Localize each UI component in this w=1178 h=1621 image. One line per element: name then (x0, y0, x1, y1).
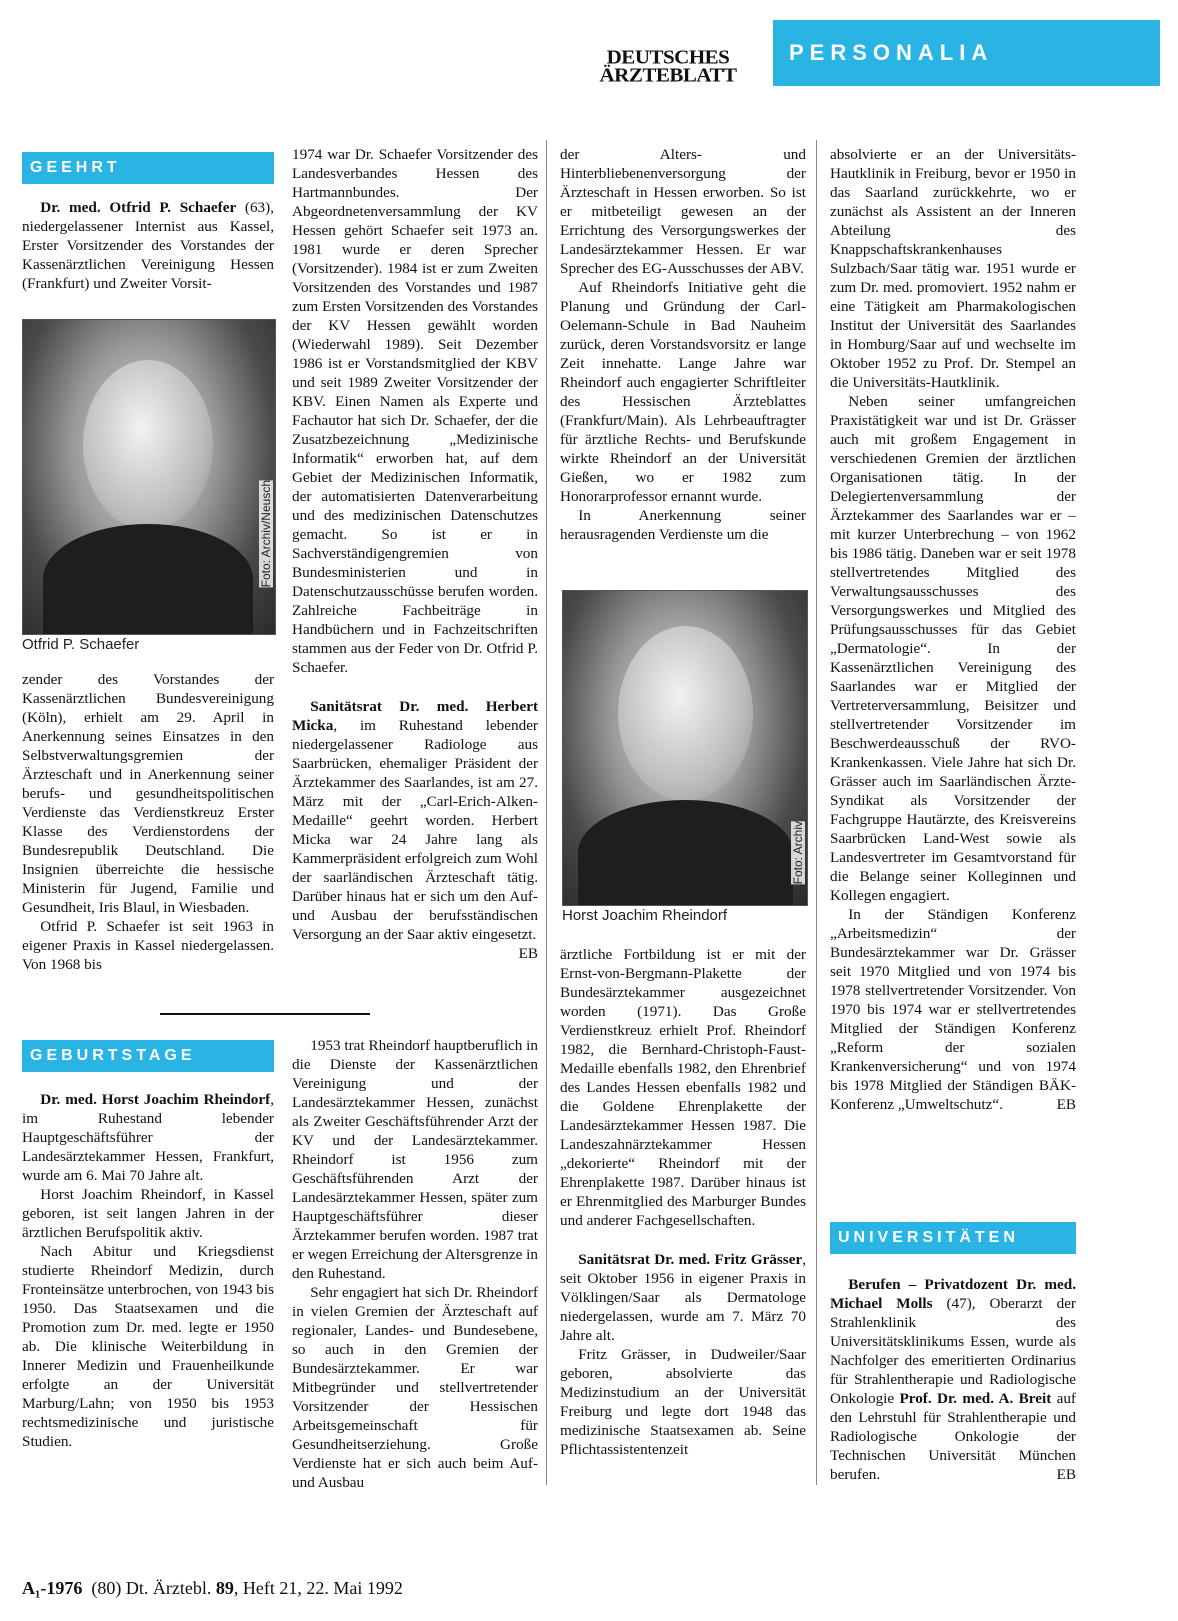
footer-issue: , Heft 21, 22. Mai 1992 (233, 1578, 403, 1598)
masthead-line1: DEUTSCHES (606, 45, 730, 69)
name-molls: Berufen – Privatdozent Dr. med. Michael Molls (830, 1276, 1076, 1312)
text-rheindorf-4: 1953 trat Rheindorf hauptberuflich in die Dienste der Kassenärztlichen Vereinigung und der Landesärztekammer Hessen, zunächst als Zweiter Geschäftsführender Arzt der KV und der Landesärztekammer. Rheindorf ist 1956 zum Geschäftsführenden Arzt der Landesärztekammer Hessen, später zum Hauptgeschäftsführer dieser Ärztekammer berufen worden. 1987 trat er wegen Erreichung der Altersgrenze in den Ruhestand. (292, 1037, 538, 1282)
masthead-line2: ÄRZTEBLATT (599, 63, 737, 87)
footer-journal: (80) Dt. Ärztebl. (91, 1578, 216, 1598)
text-schaefer-2: zender des Vorstandes der Kassenärztlichen Bundesvereinigung (Köln), erhielt am 29. April in Anerkennung seines Einsatzes in den Selbstverwaltungsgremien der Ärzteschaft und in Anerkennung seiner berufs- und gesundheitspolitischen Verdienste das Verdienstkreuz Erster Klasse des Verdienstordens der Bundesrepublik Deutschland. Die Insignien überreichte die hessische Ministerin für Jugend, Familie und Gesundheit, Iris Blaul, in Wiesbaden. (22, 671, 274, 916)
divider-rule (160, 1013, 370, 1015)
text-rheindorf-1: , im Ruhestand lebender Hauptgeschäftsführer der Landesärztekammer Hessen, Frankfurt, wurde am 6. Mai 70 Jahre alt. (22, 1091, 274, 1184)
text-molls-2: auf den Lehrstuhl für Strahlentherapie und Radiologische Onkologie der Technischen Universität München berufen. (830, 1390, 1076, 1483)
column-divider-4 (816, 140, 817, 1485)
name-breit: Prof. Dr. med. A. Breit (899, 1390, 1052, 1407)
article-rheindorf-intro (22, 1090, 274, 1451)
photo-shoulders (578, 800, 793, 905)
text-rheindorf-5: Sehr engagiert hat sich Dr. Rheindorf in vielen Gremien der Ärzteschaft auf regionaler, Landes- und Bundesebene, so auch in den Gremien der Bundesärztekammer. Er war Mitbegründer und stellvertretender Vorsitzender der Hessischen Arbeitsgemeinschaft für Gesundheitserziehung. Große Verdienste hat er sich auch beim Auf- und Ausbau (292, 1284, 538, 1491)
text-rheindorf-3: Nach Abitur und Kriegsdienst studierte Rheindorf Medizin, durch Fronteinsätze unterbrochen, von 1943 bis 1950. Das Staatsexamen und die Promotion zum Dr. med. legte er 1950 ab. Die klinische Weiterbildung in Innerer Medizin und Frauenheilkunde erfolgte an der Universität Marburg/Lahn; von 1950 bis 1953 rechtsmedizinische und juristische Studien. (22, 1243, 274, 1450)
article-schaefer-body (22, 670, 274, 974)
photo-shoulders (43, 524, 253, 634)
article-molls (830, 1275, 1076, 1484)
article-schaefer-intro (22, 198, 274, 293)
text-graesser-2: Fritz Grässer, in Dudweiler/Saar geboren, absolvierte das Medizinstudium an der Universität Freiburg und legte dort 1948 das medizinische Staatsexamen ab. Seine Pflichtassistentenzeit (560, 1346, 806, 1458)
label-geehrt: GEEHRT (22, 152, 274, 184)
name-micka: Sanitätsrat Dr. med. Herbert Micka (292, 698, 538, 734)
page-footer (22, 1578, 403, 1599)
text-micka: , im Ruhestand lebender niedergelassener Radiologe aus Saarbrücken, ehemaliger Präsident der Ärztekammer des Saarlandes, ist am 27. März mit der „Carl-Erich-Alken-Medaille“ geehrt worden. Herbert Micka war 24 Jahre lang als Kammerpräsident erfolgreich zum Wohl der saarländischen Ärzteschaft tätig. Darüber hinaus hat er sich um den Auf- und Ausbau der berufsständischen Versorgung an der Saar aktiv eingesetzt. (292, 717, 538, 943)
name-graesser: Sanitätsrat Dr. med. Fritz Grässer (578, 1251, 803, 1268)
name-schaefer: Dr. med. Otfrid P. Schaefer (40, 199, 237, 216)
section-band-personalia: PERSONALIA (773, 20, 1160, 86)
signature-eb: EB (1056, 1096, 1076, 1113)
signature-eb: EB (518, 945, 538, 962)
text-graesser-3: absolvierte er an der Universitäts-Hautklinik in Freiburg, bevor er 1950 in das Saarland zurückkehrte, wo er zunächst als Assistent an der Inneren Abteilung des Knappschaftskrankenhauses Sulzbach/Saar tätig war. 1951 wurde er zum Dr. med. promoviert. 1952 nahm er eine Tätigkeit am Pharmakologischen Institut der Universität des Saarlandes in Homburg/Saar auf und wechselte im Oktober 1952 zu Prof. Dr. Stempel an die Universitäts-Hautklinik. (830, 146, 1076, 391)
photo-face (83, 360, 213, 530)
text-rheindorf-7: Auf Rheindorfs Initiative geht die Planung und Gründung der Carl-Oelemann-Schule in Bad Nauheim zurück, deren Vorstandsvorsitz er lange Zeit innehatte. Lange Jahre war Rheindorf auch engagierter Schriftleiter des Hessischen Ärzteblattes (Frankfurt/Main). Als Lehrbeauftragter für ärztliche Rechts- und Berufskunde wirkte Rheindorf an der Universität Gießen, wo er 1982 zum Honorarprofessor ernannt wurde. (560, 279, 806, 505)
photo-face (618, 626, 753, 801)
signature-eb: EB (1056, 1466, 1076, 1483)
label-geburtstage: GEBURTSTAGE (22, 1040, 274, 1072)
footer-page: A₁-1976 (22, 1578, 83, 1598)
text-schaefer-3: Otfrid P. Schaefer ist seit 1963 in eigener Praxis in Kassel niedergelassen. Von 1968 bis (22, 918, 274, 973)
caption-rheindorf: Horst Joachim Rheindorf (562, 907, 728, 924)
text-rheindorf-2: Horst Joachim Rheindorf, in Kassel geboren, ist seit langen Jahren in der ärztlichen Berufspolitik aktiv. (22, 1186, 274, 1241)
text-molls-1: (47), Oberarzt der Strahlenklinik des Universitätsklinikums Essen, wurde als Nachfolger des emeritierten Ordinarius für Strahlentherapie und Radiologische Onkologie (830, 1295, 1076, 1407)
masthead-logo (588, 45, 748, 87)
text-rheindorf-9: ärztliche Fortbildung ist er mit der Ernst-von-Bergmann-Plakette der Bundesärztekammer ausgezeichnet worden (1971). Das Große Verdienstkreuz erhielt Prof. Rheindorf 1982, die Bernhard-Christoph-Faust-Medaille ebenfalls 1982, den Ehrenbrief des Landes Hessen ebenfalls 1982 und die Goldene Ehrenplakette der Landesärztekammer Hessen 1987. Die Landeszahnärztekammer Hessen „dekorierte“ Rheindorf mit der Ehrenplakette 1987. Darüber hinaus ist er Ehrenmitglied des Marburger Bundes und anderer Fachgesellschaften. (560, 946, 806, 1229)
label-universitaeten: UNIVERSITÄTEN (830, 1222, 1076, 1254)
name-rheindorf: Dr. med. Horst Joachim Rheindorf (40, 1091, 271, 1108)
text-schaefer-4: 1974 war Dr. Schaefer Vorsitzender des Landesverbandes Hessen des Hartmannbundes. Der Abgeordnetenversammlung der KV Hessen gehört Schaefer seit 1973 an. 1981 wurde er deren Sprecher (Vorsitzender). 1984 ist er zum Zweiten Vorsitzenden des Vorstandes und 1987 zum Ersten Vorsitzenden des Vorstandes der KV Hessen gewählt worden (Wiederwahl 1989). Seit Dezember 1986 ist er Vorstandsmitglied der KBV und seit 1989 Zweiter Vorsitzender der KBV. Einen Namen als Experte und Fachautor hat sich Dr. Schaefer, der die Zusatzbezeichnung „Medizinische Informatik“ erworben hat, auf dem Gebiet der Medizinischen Informatik, der automatisierten Datenverarbeitung und des medizinischen Datenschutzes gemacht. So ist er in Sachverständigengremien von Bundesministerien und in Datenschutzausschüsse berufen worden. Zahlreiche Fachbeiträge in Handbüchern und in Fachzeitschriften stammen aus der Feder von Dr. Otfrid P. Schaefer. (292, 146, 538, 676)
text-graesser-1: , seit Oktober 1956 in eigener Praxis in Völklingen/Saar als Dermatologe niedergelassen, wurde am 7. März 70 Jahre alt. (560, 1251, 806, 1344)
article-rheindorf-col3-bottom (560, 945, 806, 1459)
caption-schaefer: Otfrid P. Schaefer (22, 636, 140, 653)
text-schaefer-1: (63), niedergelassener Internist aus Kassel, Erster Vorsitzender des Vorstandes der Kassenärztlichen Vereinigung Hessen (Frankfurt) und Zweiter Vorsit- (22, 199, 274, 292)
photo-credit-rheindorf: Foto: Archiv (791, 821, 805, 885)
photo-schaefer (22, 319, 276, 635)
footer-volume: 89 (215, 1578, 234, 1598)
article-schaefer-cont (292, 145, 538, 963)
photo-credit-schaefer: Foto: Archiv/Neusch (259, 480, 273, 588)
article-graesser-cont (830, 145, 1076, 1114)
photo-rheindorf (562, 590, 808, 906)
text-graesser-5: In der Ständigen Konferenz „Arbeitsmedizin“ der Bundesärztekammer war Dr. Grässer seit 1970 Mitglied und von 1974 bis 1978 stellvertretender Vorsitzender. Von 1970 bis 1974 war er stellvertretendes Mitglied der Ständigen Konferenz „Reform der sozialen Krankenversicherung“ und von 1974 bis 1978 Mitglied der Ständigen BÄK-Konferenz „Umweltschutz“. (830, 906, 1076, 1113)
text-rheindorf-6: der Alters- und Hinterbliebenenversorgung der Ärzteschaft in Hessen erworben. So ist er mitbeteiligt gewesen an der Errichtung des Versorgungswerkes der Landesärztekammer Hessen. Er war Sprecher des EG-Ausschusses der ABV. (560, 146, 806, 277)
text-graesser-4: Neben seiner umfangreichen Praxistätigkeit war und ist Dr. Grässer auch mit großem Engagement in verschiedenen Gremien der ärztlichen Organisationen tätig. In der Delegiertenversammlung der Ärztekammer des Saarlandes war er – mit kurzer Unterbrechung – von 1962 bis 1986 tätig. Daneben war er seit 1978 stellvertretendes Mitglied des Verwaltungsausschusses des Versorgungswerkes und Mitglied des Prüfungsausschusses für das Gebiet „Dermatologie“. In der Kassenärztlichen Vereinigung des Saarlandes war er Mitglied der Vertreterversammlung, Beisitzer und stellvertretender Vorsitzender im Beschwerdeausschuß der RVO-Krankenkassen. Viele Jahre hat sich Dr. Grässer auch im Saarländischen Ärzte-Syndikat als Vorsitzender der Fachgruppe Hautärzte, des Kreisvereins Saarbrücken Land-West sowie als Landesvertreter im Gesamtvorstand für die Belange seiner Kolleginnen und Kollegen engagiert. (830, 393, 1076, 904)
column-divider-3 (546, 140, 547, 1485)
text-rheindorf-8: In Anerkennung seiner herausragenden Verdienste um die (560, 507, 806, 543)
article-rheindorf-col3-top (560, 145, 806, 544)
article-rheindorf-cont (292, 1036, 538, 1492)
